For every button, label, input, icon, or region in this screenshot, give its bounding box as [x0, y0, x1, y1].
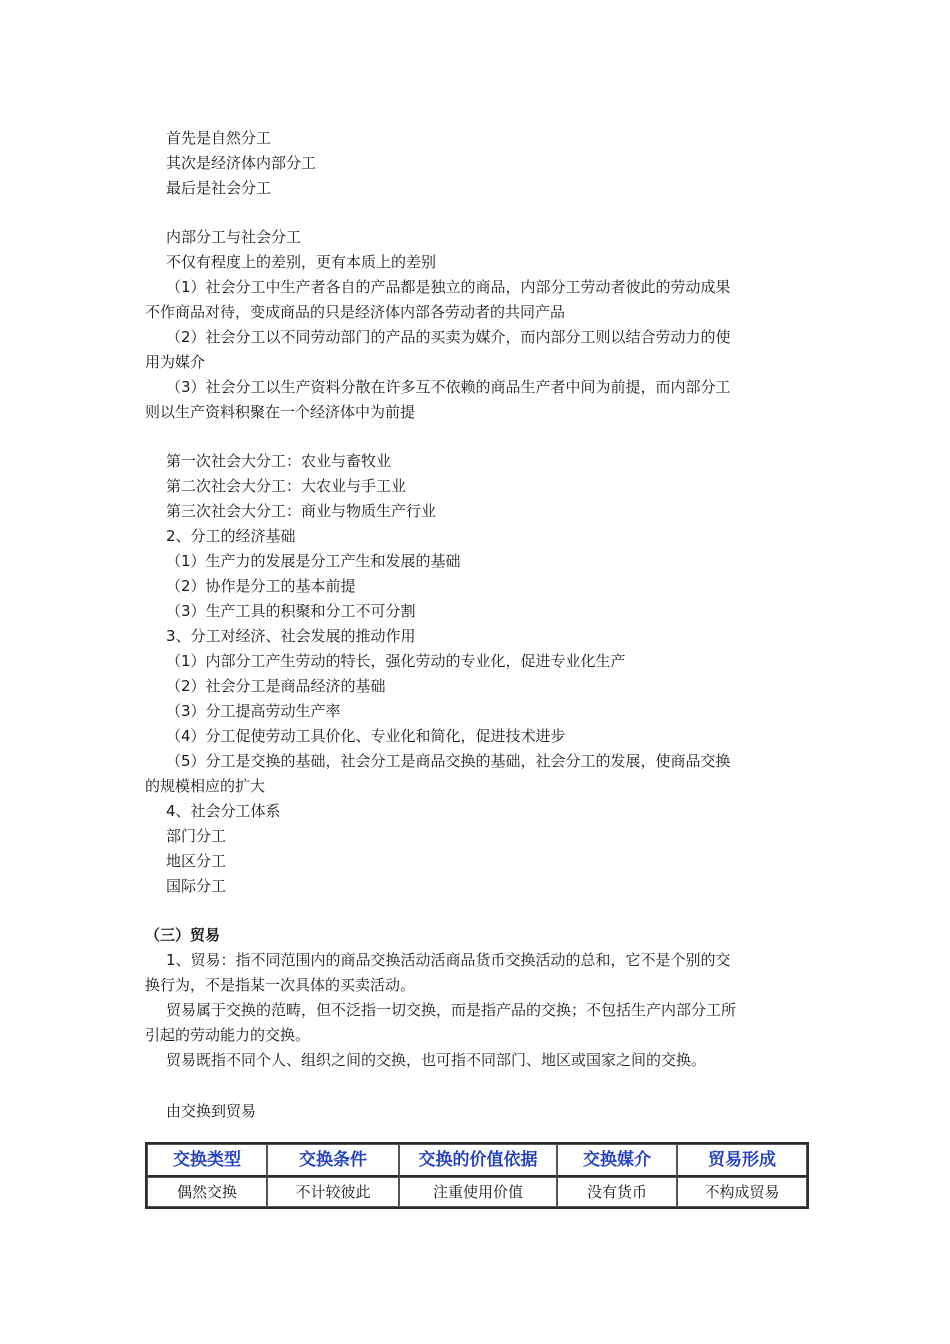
section-heading: 3、分工对经济、社会发展的推动作用 [166, 627, 416, 645]
paragraph-line: 换行为，不是指某一次具体的买卖活动。 [145, 976, 416, 994]
list-item: （3）生产工具的积聚和分工不可分割 [166, 602, 416, 620]
list-item: （5）分工是交换的基础，社会分工是商品交换的基础，社会分工的发展，使商品交换 [166, 752, 731, 770]
spacer [145, 425, 805, 449]
list-item: 部门分工 [166, 827, 227, 845]
paragraph-line: 用为媒介 [145, 353, 206, 371]
spacer [145, 1073, 805, 1099]
table-cell: 注重使用价值 [399, 1177, 557, 1207]
paragraph-line: 1、贸易：指不同范围内的商品交换活动活商品货币交换活动的总和，它不是个别的交 [166, 951, 731, 969]
text-line: 第一次社会大分工：农业与畜牧业 [166, 452, 392, 470]
paragraph-line: 则以生产资料积聚在一个经济体中为前提 [145, 403, 416, 421]
list-item: （1）内部分工产生劳动的特长，强化劳动的专业化，促进专业化生产 [166, 652, 626, 670]
paragraph-line: 贸易既指不同个人、组织之间的交换，也可指不同部门、地区或国家之间的交换。 [166, 1051, 707, 1069]
list-item: （3）分工提高劳动生产率 [166, 702, 341, 720]
text-line: 第三次社会大分工：商业与物质生产行业 [166, 502, 437, 520]
text-line: 其次是经济体内部分工 [166, 154, 317, 172]
text-line: 最后是社会分工 [166, 179, 272, 197]
table-header-row [147, 1144, 807, 1177]
table-cell: 偶然交换 [147, 1177, 267, 1207]
list-item: 地区分工 [166, 852, 227, 870]
list-item: （2）协作是分工的基本前提 [166, 577, 356, 595]
text-line: 第二次社会大分工：大农业与手工业 [166, 477, 407, 495]
column-header: 交换类型 [147, 1144, 267, 1177]
text-line: 内部分工与社会分工 [166, 228, 302, 246]
paragraph-line: （3）社会分工以生产资料分散在许多互不依赖的商品生产者中间为前提，而内部分工 [166, 378, 731, 396]
column-header: 交换媒介 [557, 1144, 677, 1177]
table-cell: 没有货币 [557, 1177, 677, 1207]
document-page [145, 126, 805, 1209]
list-item: （1）生产力的发展是分工产生和发展的基础 [166, 552, 461, 570]
paragraph-line: 引起的劳动能力的交换。 [145, 1026, 311, 1044]
list-item: （4）分工促使劳动工具价化、专业化和简化，促进技术进步 [166, 727, 566, 745]
list-item: 国际分工 [166, 877, 227, 895]
paragraph-line: 贸易属于交换的范畴，但不泛指一切交换，而是指产品的交换；不包括生产内部分工所 [166, 1001, 737, 1019]
column-header: 交换的价值依据 [399, 1144, 557, 1177]
paragraph-line: （2）社会分工以不同劳动部门的产品的买卖为媒介，而内部分工则以结合劳动力的使 [166, 328, 731, 346]
exchange-table [145, 1142, 809, 1209]
paragraph-line: 不作商品对待，变成商品的只是经济体内部各劳动者的共同产品 [145, 303, 566, 321]
table-caption: 由交换到贸易 [166, 1102, 257, 1120]
column-header: 交换条件 [267, 1144, 399, 1177]
list-item: 的规模相应的扩大 [145, 777, 266, 795]
section-heading: （三）贸易 [145, 926, 221, 944]
section-heading: 4、社会分工体系 [166, 802, 281, 820]
section-heading: 2、分工的经济基础 [166, 527, 296, 545]
paragraph-line: （1）社会分工中生产者各自的产品都是独立的商品，内部分工劳动者彼此的劳动成果 [166, 278, 731, 296]
table-row [147, 1177, 807, 1207]
text-line: 不仅有程度上的差别，更有本质上的差别 [166, 253, 437, 271]
spacer [145, 899, 805, 923]
text-line: 首先是自然分工 [166, 129, 272, 147]
spacer [145, 201, 805, 225]
column-header: 贸易形成 [677, 1144, 807, 1177]
list-item: （2）社会分工是商品经济的基础 [166, 677, 386, 695]
table-cell: 不构成贸易 [677, 1177, 807, 1207]
table-cell: 不计较彼此 [267, 1177, 399, 1207]
